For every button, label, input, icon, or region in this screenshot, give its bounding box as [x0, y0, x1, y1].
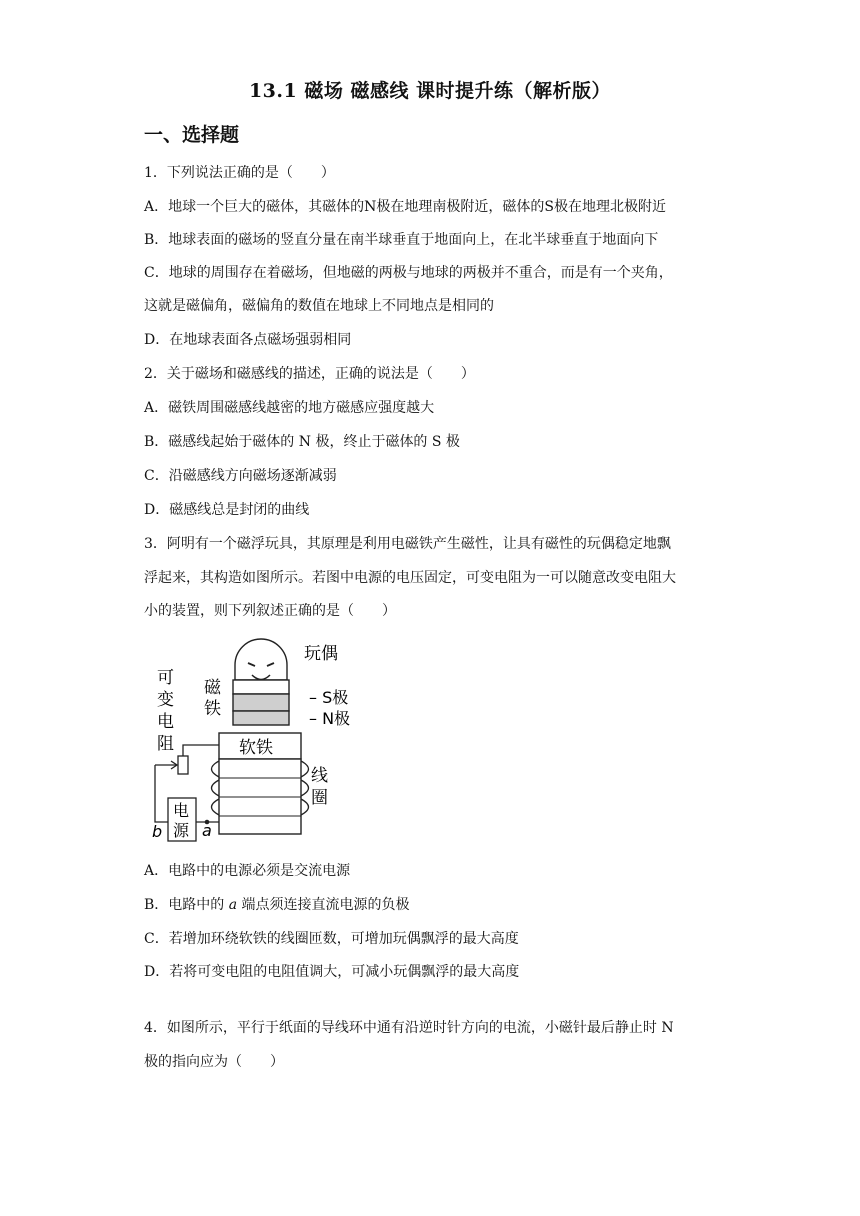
- q2-stem: 2．关于磁场和磁感线的描述，正确的说法是（ ）: [144, 366, 475, 382]
- label-resistor-2: 变: [157, 690, 174, 710]
- q1-option-b: B．地球表面的磁场的竖直分量在南半球垂直于地面向上，在北半球垂直于地面向下: [144, 232, 659, 248]
- label-resistor-1: 可: [157, 668, 174, 688]
- section-heading: 一、选择题: [144, 124, 240, 146]
- q3-option-c: C．若增加环绕软铁的线圈匝数，可增加玩偶飘浮的最大高度: [144, 931, 519, 947]
- q3-option-b-var: a: [228, 897, 238, 913]
- page-title: 13.1 磁场 磁感线 课时提升练（解析版）: [248, 80, 612, 102]
- q2-option-c: C．沿磁感线方向磁场逐渐减弱: [144, 468, 337, 484]
- label-n-pole: – N极: [309, 709, 351, 728]
- label-soft-iron: 软铁: [239, 738, 273, 758]
- q3-stem-line3: 小的装置，则下列叙述正确的是（ ）: [144, 603, 396, 619]
- q1-option-c-line1: C．地球的周围存在着磁场，但地磁的两极与地球的两极并不重合，而是有一个夹角，: [144, 265, 673, 281]
- q1-stem: 1．下列说法正确的是（ ）: [144, 165, 335, 181]
- q4-stem-line1: 4．如图所示，平行于纸面的导线环中通有沿逆时针方向的电流，小磁针最后静止时 N: [144, 1020, 674, 1036]
- toy-head: [235, 639, 287, 680]
- q2-option-d: D．磁感线总是封闭的曲线: [144, 502, 310, 518]
- maglev-toy-figure: [140, 635, 380, 850]
- label-resistor-4: 阻: [157, 734, 174, 754]
- label-source-2: 源: [173, 821, 190, 840]
- label-terminal-b: b: [152, 822, 163, 841]
- q3-stem-line2: 浮起来，其构造如图所示。若图中电源的电压固定，可变电阻为一可以随意改变电阻大: [144, 570, 676, 586]
- label-resistor-3: 电: [157, 712, 174, 732]
- q3-option-b-post: 端点须连接直流电源的负极: [237, 897, 410, 913]
- q3-option-d: D．若将可变电阻的电阻值调大，可减小玩偶飘浮的最大高度: [144, 964, 520, 980]
- variable-resistor: [178, 756, 188, 774]
- magnet-s-layer: [233, 694, 289, 711]
- label-toy: 玩偶: [304, 644, 338, 664]
- wire-b: [155, 765, 168, 822]
- label-s-pole: – S极: [309, 688, 349, 707]
- q2-option-a: A．磁铁周围磁感线越密的地方磁感应强度越大: [144, 400, 435, 416]
- resistor-arrow: [183, 745, 219, 756]
- q2-option-b: B．磁感线起始于磁体的 N 极，终止于磁体的 S 极: [144, 434, 460, 450]
- toy-body: [233, 680, 289, 694]
- magnet-n-layer: [233, 711, 289, 725]
- q1-option-d: D．在地球表面各点磁场强弱相同: [144, 332, 352, 348]
- q3-option-a: A．电路中的电源必须是交流电源: [144, 863, 351, 879]
- q4-stem-line2: 极的指向应为（ ）: [144, 1054, 284, 1070]
- q3-stem-line1: 3．阿明有一个磁浮玩具，其原理是利用电磁铁产生磁性，让具有磁性的玩偶稳定地飘: [144, 536, 671, 552]
- label-magnet-1: 磁: [204, 678, 221, 698]
- label-terminal-a: a: [202, 821, 212, 840]
- q3-option-b: [144, 895, 410, 915]
- q1-option-a: A．地球一个巨大的磁体，其磁体的N极在地理南极附近，磁体的S极在地理北极附近: [144, 199, 666, 215]
- label-source-1: 电: [173, 801, 190, 820]
- label-magnet-2: 铁: [204, 699, 221, 719]
- q1-option-c-line2: 这就是磁偏角，磁偏角的数值在地球上不同地点是相同的: [144, 298, 494, 314]
- label-coil-1: 线: [311, 766, 328, 786]
- q3-option-b-pre: B．电路中的: [144, 897, 229, 913]
- label-coil-2: 圈: [311, 788, 328, 808]
